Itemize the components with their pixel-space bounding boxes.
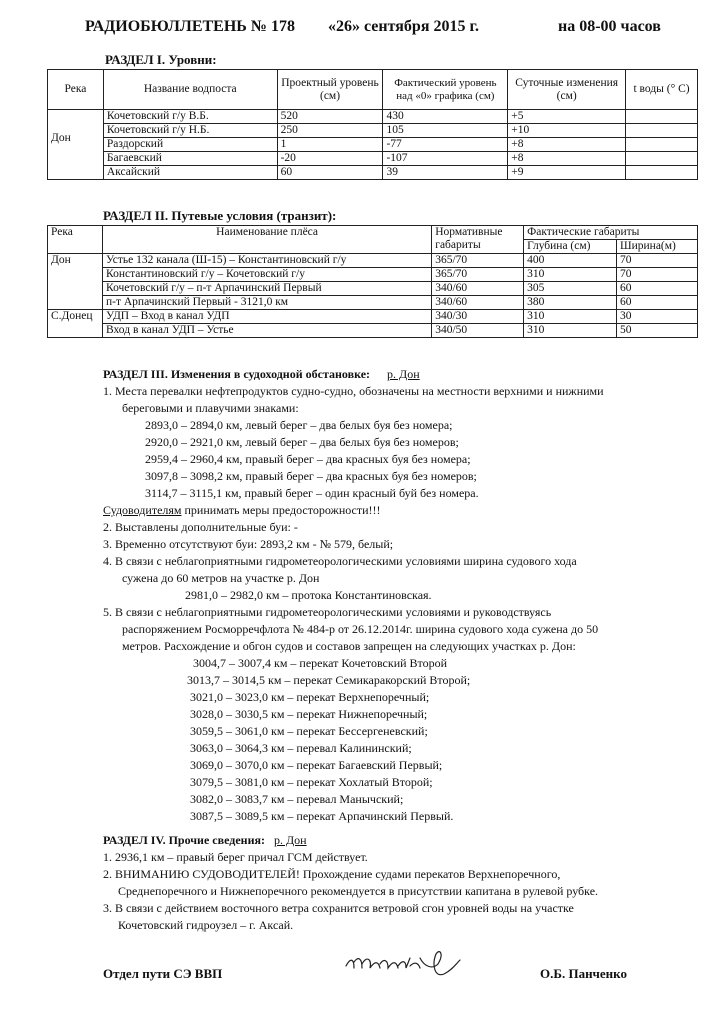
section4-heading — [103, 832, 307, 850]
header-station: Название водпоста — [103, 70, 277, 110]
header-design-level: Проектный уровень (см) — [277, 70, 383, 110]
width-cell: 60 — [617, 282, 698, 296]
warning-line — [103, 502, 381, 520]
normative-cell: 365/70 — [432, 268, 524, 282]
river-cell: Дон — [48, 110, 104, 180]
width-cell: 70 — [617, 254, 698, 268]
reach-cell: Устье 132 канала (Ш-15) – Константиновский г/у — [102, 254, 431, 268]
warning-rest: принимать меры предосторожности!!! — [181, 503, 381, 517]
warning-underlined: Судоводителям — [103, 503, 182, 517]
depth-cell: 310 — [524, 268, 617, 282]
width-cell: 60 — [617, 296, 698, 310]
reach-line: 3004,7 – 3007,4 км – перекат Кочетовский Второй — [193, 656, 448, 670]
station-cell: Багаевский — [103, 152, 277, 166]
section4-item: Кочетовский гидроузел – г. Аксай. — [118, 918, 294, 932]
depth-cell: 380 — [524, 296, 617, 310]
section3-item5-a: 5. В связи с неблагоприятными гидрометеорологическими условиями и руководствуясь — [103, 605, 552, 619]
change-cell: +10 — [508, 124, 626, 138]
reach-cell: Кочетовский г/у – п-т Арпачинский Первый — [102, 282, 431, 296]
header-actual-level: Фактический уровень над «0» графика (см) — [383, 70, 508, 110]
table-row — [48, 324, 698, 338]
signature — [340, 944, 480, 984]
reach-cell: Константиновский г/у – Кочетовский г/у — [102, 268, 431, 282]
table-row — [48, 166, 698, 180]
reach-cell: УДП – Вход в канал УДП — [102, 310, 431, 324]
river-cell: Дон — [48, 254, 103, 310]
header-actual: Фактические габариты — [524, 226, 698, 240]
design-cell: 520 — [277, 110, 383, 124]
reach-line: 3059,5 – 3061,0 км – перекат Бессергеневский; — [190, 724, 428, 738]
change-cell: +9 — [508, 166, 626, 180]
temp-cell — [626, 110, 698, 124]
header-reach: Наименование плёса — [102, 226, 431, 254]
table-row — [48, 110, 698, 124]
section4-river: р. Дон — [274, 833, 307, 847]
section4-item: 2. ВНИМАНИЮ СУДОВОДИТЕЛЕЙ! Прохождение судами перекатов Верхнепоречного, — [103, 867, 561, 881]
section1-title: РАЗДЕЛ I. Уровни: — [105, 52, 217, 67]
section3-item3: 3. Временно отсутствуют буи: 2893,2 км - № 579, белый; — [103, 537, 394, 551]
levels-table — [47, 69, 698, 180]
section3-title: РАЗДЕЛ III. Изменения в судоходной обстановке: — [103, 367, 371, 381]
actual-cell: -107 — [383, 152, 508, 166]
reach-line: 3082,0 – 3083,7 км – перевал Манычский; — [190, 792, 404, 806]
buoy-line: 3114,7 – 3115,1 км, правый берег – один красный буй без номера. — [145, 486, 479, 500]
route-table — [47, 225, 698, 338]
buoy-line: 2920,0 – 2921,0 км, левый берег – два белых буя без номеров; — [145, 435, 459, 449]
table-row — [48, 268, 698, 282]
section4-item: 1. 2936,1 км – правый берег причал ГСМ действует. — [103, 850, 368, 864]
reach-line: 3028,0 – 3030,5 км – перекат Нижнепоречный; — [190, 707, 428, 721]
actual-cell: 430 — [383, 110, 508, 124]
section4-item: Среднепоречного и Нижнепоречного рекомендуется в присутствии капитана в рулевой рубке. — [118, 884, 599, 898]
depth-cell: 305 — [524, 282, 617, 296]
section3-item5-c: метров. Расхождение и обгон судов и составов запрещен на следующих участках р. Дон: — [122, 639, 576, 653]
normative-cell: 340/60 — [432, 296, 524, 310]
buoy-line: 2893,0 – 2894,0 км, левый берег – два белых буя без номера; — [145, 418, 453, 432]
reach-line: 3021,0 – 3023,0 км – перекат Верхнепоречный; — [190, 690, 430, 704]
header-river: Река — [48, 226, 103, 254]
normative-cell: 340/50 — [432, 324, 524, 338]
actual-cell: 39 — [383, 166, 508, 180]
section3-item1-a: 1. Места перевалки нефтепродуктов судно-судно, обозначены на местности верхними и нижними — [103, 384, 604, 398]
reach-line: 3079,5 – 3081,0 км – перекат Хохлатый Второй; — [190, 775, 433, 789]
table-row — [48, 282, 698, 296]
department-label: Отдел пути СЭ ВВП — [103, 966, 223, 981]
bulletin-time: на 08-00 часов — [558, 18, 661, 35]
section4-item: 3. В связи с действием восточного ветра сохранится ветровой сгон уровней воды на участке — [103, 901, 574, 915]
river-cell: С.Донец — [48, 310, 103, 338]
width-cell: 30 — [617, 310, 698, 324]
table-row — [48, 254, 698, 268]
temp-cell — [626, 166, 698, 180]
reach-line: 3069,0 – 3070,0 км – перекат Багаевский Первый; — [190, 758, 443, 772]
temp-cell — [626, 152, 698, 166]
reach-cell: п-т Арпачинский Первый - 3121,0 км — [102, 296, 431, 310]
design-cell: 60 — [277, 166, 383, 180]
section2-title: РАЗДЕЛ II. Путевые условия (транзит): — [103, 208, 337, 223]
station-cell: Раздорский — [103, 138, 277, 152]
change-cell: +8 — [508, 152, 626, 166]
table-row — [48, 152, 698, 166]
reach-line: 3063,0 – 3064,3 км – перевал Калининский; — [190, 741, 412, 755]
buoy-line: 2959,4 – 2960,4 км, правый берег – два красных буя без номера; — [145, 452, 471, 466]
table-row — [48, 296, 698, 310]
design-cell: 1 — [277, 138, 383, 152]
header-river: Река — [48, 70, 104, 110]
reach-line: 3087,5 – 3089,5 км – перекат Арпачинский Первый. — [190, 809, 454, 823]
design-cell: -20 — [277, 152, 383, 166]
section3-item1-b: береговыми и плавучими знаками: — [122, 401, 299, 415]
section3-heading — [103, 366, 420, 384]
section3-river: р. Дон — [387, 367, 420, 381]
section3-item2: 2. Выставлены дополнительные буи: - — [103, 520, 298, 534]
station-cell: Кочетовский г/у Н.Б. — [103, 124, 277, 138]
temp-cell — [626, 124, 698, 138]
actual-cell: 105 — [383, 124, 508, 138]
change-cell: +5 — [508, 110, 626, 124]
reach-cell: Вход в канал УДП – Устье — [102, 324, 431, 338]
header-depth: Глубина (см) — [524, 240, 617, 254]
section3-item4-a: 4. В связи с неблагоприятными гидрометеорологическими условиями ширина судового хода — [103, 554, 577, 568]
depth-cell: 400 — [524, 254, 617, 268]
depth-cell: 310 — [524, 310, 617, 324]
header-daily-change: Суточные изменения (см) — [508, 70, 626, 110]
section3-item5-b: распоряжением Росморречфлота № 484-р от 26.12.2014г. ширина судового хода сужена до 50 — [122, 622, 599, 636]
table-row — [48, 124, 698, 138]
header-width: Ширина(м) — [617, 240, 698, 254]
section3-item4-c: 2981,0 – 2982,0 км – протока Константиновская. — [185, 588, 432, 602]
reach-line: 3013,7 – 3014,5 км – перекат Семикаракорский Второй; — [187, 673, 471, 687]
header-water-temp: t воды (° C) — [626, 70, 698, 110]
temp-cell — [626, 138, 698, 152]
buoy-line: 3097,8 – 3098,2 км, правый берег – два красных буя без номеров; — [145, 469, 477, 483]
design-cell: 250 — [277, 124, 383, 138]
width-cell: 50 — [617, 324, 698, 338]
station-cell: Кочетовский г/у В.Б. — [103, 110, 277, 124]
normative-cell: 365/70 — [432, 254, 524, 268]
bulletin-title: РАДИОБЮЛЛЕТЕНЬ № 178 — [85, 18, 295, 35]
table-row — [48, 138, 698, 152]
bulletin-date: «26» сентября 2015 г. — [328, 18, 479, 35]
width-cell: 70 — [617, 268, 698, 282]
change-cell: +8 — [508, 138, 626, 152]
station-cell: Аксайский — [103, 166, 277, 180]
normative-cell: 340/30 — [432, 310, 524, 324]
header-normative: Нормативные габариты — [432, 226, 524, 254]
section3-item4-b: сужена до 60 метров на участке р. Дон — [122, 571, 320, 585]
actual-cell: -77 — [383, 138, 508, 152]
signatory-name: О.Б. Панченко — [540, 966, 627, 981]
normative-cell: 340/60 — [432, 282, 524, 296]
table-row — [48, 310, 698, 324]
section4-title: РАЗДЕЛ IV. Прочие сведения: — [103, 833, 265, 847]
depth-cell: 310 — [524, 324, 617, 338]
